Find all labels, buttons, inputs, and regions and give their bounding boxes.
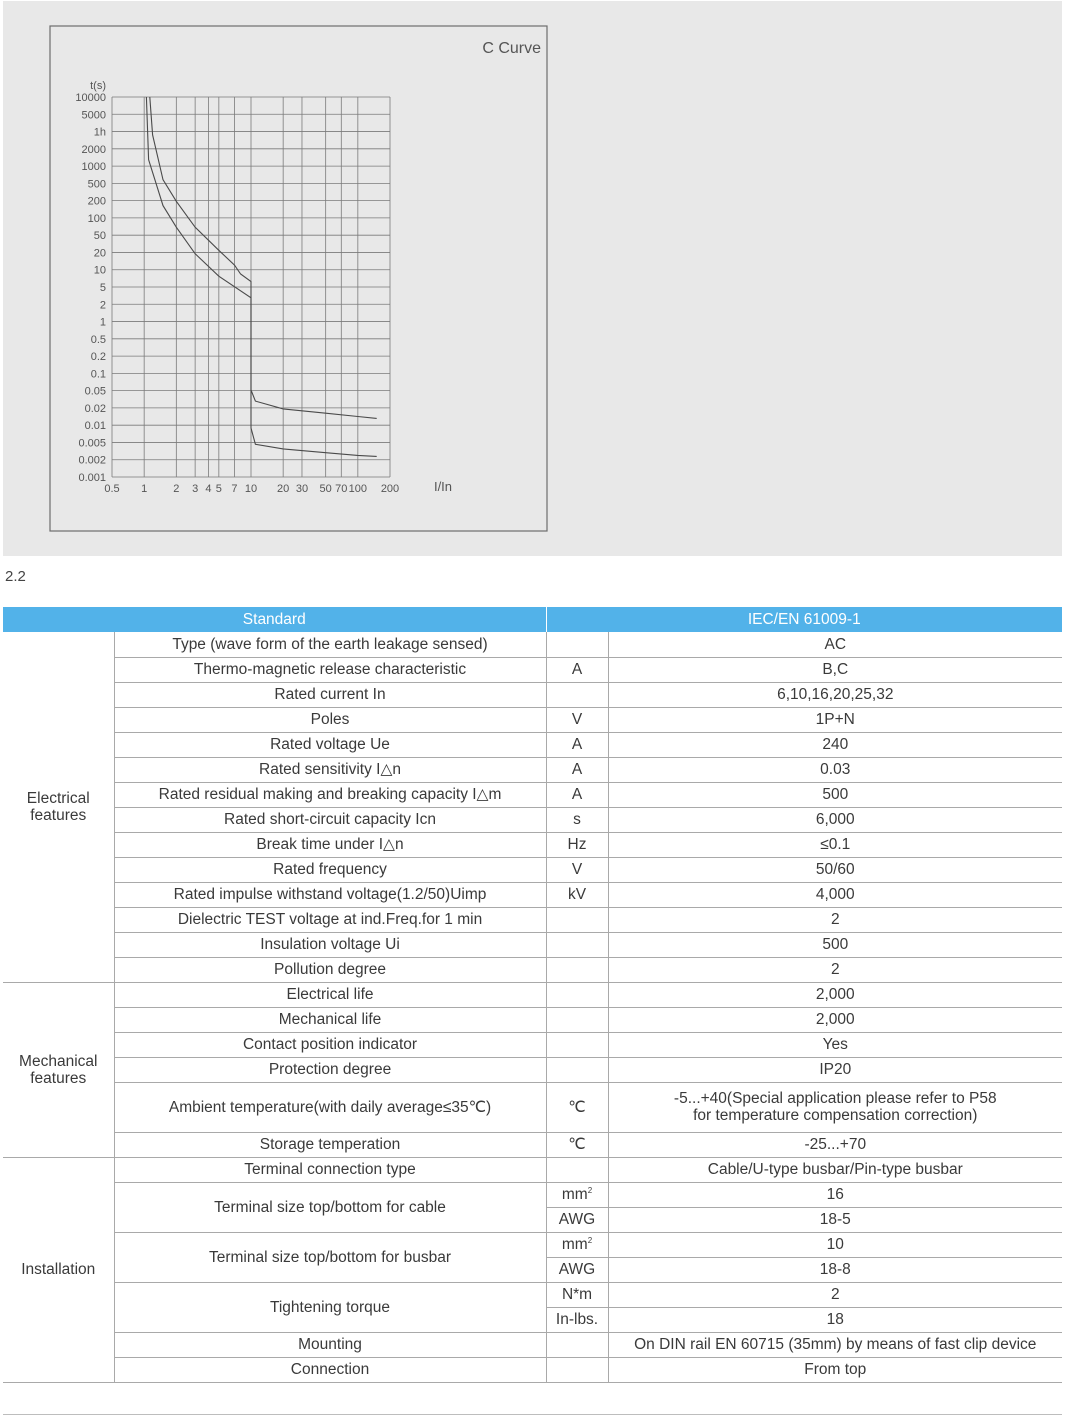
value-cell: 6,10,16,20,25,32 <box>608 682 1062 707</box>
table-row <box>3 1182 1062 1207</box>
table-row <box>3 757 1062 782</box>
x-tick-label: 70 <box>335 483 348 495</box>
table-row <box>3 832 1062 857</box>
y-tick-label: 0.2 <box>90 351 106 364</box>
x-tick-label: 20 <box>277 483 290 495</box>
parameter-cell: Terminal connection type <box>114 1157 546 1182</box>
table-row <box>3 732 1062 757</box>
value-cell: 18-8 <box>608 1257 1062 1282</box>
table-row <box>3 957 1062 982</box>
unit-cell <box>546 632 608 657</box>
y-tick-label: 1h <box>93 126 106 139</box>
parameter-cell: Rated impulse withstand voltage(1.2/50)Uimp <box>114 882 546 907</box>
x-tick-label: 5 <box>215 483 222 495</box>
trip-curve-2 <box>150 97 377 418</box>
value-line-1: -5...+40(Special application please refer to P58 <box>673 1090 997 1107</box>
y-tick-label: 50 <box>93 230 106 243</box>
parameter-cell: Contact position indicator <box>114 1032 546 1057</box>
value-cell: 4,000 <box>608 882 1062 907</box>
parameter-cell: Poles <box>114 707 546 732</box>
value-cell <box>608 1082 1062 1132</box>
value-cell: AC <box>608 632 1062 657</box>
value-cell: 16 <box>608 1182 1062 1207</box>
table-row <box>3 982 1062 1007</box>
table-row <box>3 682 1062 707</box>
parameter-cell: Thermo-magnetic release characteristic <box>114 657 546 682</box>
x-tick-label: 2 <box>173 483 180 495</box>
value-cell: 240 <box>608 732 1062 757</box>
x-tick-label: 3 <box>192 483 199 495</box>
y-tick-label: 20 <box>93 247 106 260</box>
table-row <box>3 1357 1062 1382</box>
table-row <box>3 1157 1062 1182</box>
x-tick-label: 50 <box>319 483 332 495</box>
parameter-cell: Type (wave form of the earth leakage sensed) <box>114 632 546 657</box>
value-cell: Yes <box>608 1032 1062 1057</box>
unit-cell <box>546 1232 608 1257</box>
table-row <box>3 707 1062 732</box>
table-row <box>3 857 1062 882</box>
table-row <box>3 1282 1062 1307</box>
unit-cell: Hz <box>546 832 608 857</box>
chart-title: C Curve <box>482 40 541 57</box>
unit-cell <box>546 682 608 707</box>
time-current-chart <box>3 1 1062 556</box>
value-cell: Cable/U-type busbar/Pin-type busbar <box>608 1157 1062 1182</box>
y-tick-label: 10 <box>93 264 106 277</box>
table-row <box>3 1332 1062 1357</box>
parameter-cell: Rated current In <box>114 682 546 707</box>
value-cell: 18 <box>608 1307 1062 1332</box>
parameter-cell: Rated frequency <box>114 857 546 882</box>
table-row <box>3 932 1062 957</box>
value-cell: 0.03 <box>608 757 1062 782</box>
y-tick-label: 0.5 <box>90 333 106 346</box>
value-cell: 2 <box>608 907 1062 932</box>
parameter-cell: Dielectric TEST voltage at ind.Freq.for 1 min <box>114 907 546 932</box>
unit-cell <box>546 1182 608 1207</box>
chart-panel <box>3 1 1062 556</box>
y-tick-label: 200 <box>87 195 106 208</box>
y-tick-label: 500 <box>87 178 106 191</box>
table-row <box>3 1057 1062 1082</box>
unit-text: mm <box>561 1186 588 1203</box>
unit-cell <box>546 932 608 957</box>
value-cell: -25...+70 <box>608 1132 1062 1157</box>
value-line-2: for temperature compensation correction) <box>693 1107 978 1124</box>
unit-cell: V <box>546 857 608 882</box>
y-tick-label: 1000 <box>81 161 106 174</box>
parameter-cell: Electrical life <box>114 982 546 1007</box>
table-header-row <box>3 607 1062 632</box>
unit-cell: V <box>546 707 608 732</box>
y-tick-label: 5 <box>99 282 106 294</box>
parameter-cell: Rated sensitivity I△n <box>114 757 546 782</box>
x-tick-label: 200 <box>380 483 400 495</box>
y-tick-label: 0.002 <box>78 454 106 467</box>
y-tick-label: 10000 <box>75 92 106 104</box>
value-cell: 2,000 <box>608 1007 1062 1032</box>
unit-cell <box>546 1057 608 1082</box>
x-tick-label: 100 <box>348 483 368 495</box>
specification-table <box>3 607 1062 1383</box>
unit-cell <box>546 1157 608 1182</box>
group-label: Installation <box>3 1157 114 1382</box>
unit-cell <box>546 1357 608 1382</box>
unit-cell: A <box>546 657 608 682</box>
section-number: 2.2 <box>5 568 26 585</box>
x-tick-label: 0.5 <box>104 483 120 495</box>
unit-cell: s <box>546 807 608 832</box>
y-tick-label: 2 <box>99 299 106 312</box>
unit-cell <box>546 1007 608 1032</box>
unit-cell: A <box>546 732 608 757</box>
unit-cell <box>546 1257 608 1282</box>
unit-text: AWG <box>558 1211 596 1228</box>
parameter-cell: Mechanical life <box>114 1007 546 1032</box>
value-cell: 18-5 <box>608 1207 1062 1232</box>
parameter-cell: Rated residual making and breaking capacity I△m <box>114 782 546 807</box>
parameter-cell: Break time under I△n <box>114 832 546 857</box>
unit-superscript: 2 <box>587 1185 593 1195</box>
y-tick-label: 0.02 <box>84 402 106 415</box>
parameter-cell: Rated short-circuit capacity Icn <box>114 807 546 832</box>
unit-superscript: 2 <box>587 1235 593 1245</box>
table-row <box>3 632 1062 657</box>
y-tick-label: 2000 <box>81 143 106 156</box>
parameter-cell: Tightening torque <box>114 1282 546 1332</box>
value-cell: B,C <box>608 657 1062 682</box>
parameter-cell: Mounting <box>114 1332 546 1357</box>
x-tick-label: 7 <box>231 483 238 495</box>
value-cell: 2 <box>608 957 1062 982</box>
y-tick-label: 0.05 <box>84 385 106 398</box>
table-row <box>3 657 1062 682</box>
x-axis-label: I/In <box>433 479 453 494</box>
unit-cell: ℃ <box>546 1082 608 1132</box>
header-standard-value: IEC/EN 61009-1 <box>546 607 1062 632</box>
parameter-cell: Connection <box>114 1357 546 1382</box>
unit-text: AWG <box>558 1261 596 1278</box>
group-label: Electrical features <box>3 632 114 982</box>
chart-frame <box>50 26 547 531</box>
unit-cell: kV <box>546 882 608 907</box>
parameter-cell: Protection degree <box>114 1057 546 1082</box>
unit-cell <box>546 1282 608 1307</box>
y-tick-label: 1 <box>99 316 106 329</box>
parameter-cell: Storage temperation <box>114 1132 546 1157</box>
y-tick-label: 0.01 <box>84 420 106 433</box>
unit-cell <box>546 907 608 932</box>
y-tick-label: 100 <box>87 212 106 225</box>
unit-cell <box>546 957 608 982</box>
value-cell: From top <box>608 1357 1062 1382</box>
unit-text: N*m <box>561 1286 593 1303</box>
y-tick-label: 0.005 <box>78 437 106 450</box>
x-tick-label: 4 <box>205 483 212 495</box>
table-row <box>3 882 1062 907</box>
parameter-cell: Rated voltage Ue <box>114 732 546 757</box>
value-cell: 500 <box>608 932 1062 957</box>
y-tick-label: 0.001 <box>78 472 106 484</box>
x-tick-label: 10 <box>244 483 258 495</box>
table-row <box>3 1232 1062 1257</box>
parameter-cell: Pollution degree <box>114 957 546 982</box>
x-tick-label: 30 <box>295 483 309 495</box>
parameter-cell: Insulation voltage Ui <box>114 932 546 957</box>
y-axis-label: t(s) <box>90 80 106 92</box>
table-row <box>3 1032 1062 1057</box>
table-row <box>3 907 1062 932</box>
unit-cell: A <box>546 782 608 807</box>
value-cell: 2 <box>608 1282 1062 1307</box>
value-cell: IP20 <box>608 1057 1062 1082</box>
table-row <box>3 782 1062 807</box>
value-cell: 50/60 <box>608 857 1062 882</box>
value-cell: On DIN rail EN 60715 (35mm) by means of fast clip device <box>608 1332 1062 1357</box>
bottom-divider <box>3 1414 1062 1415</box>
y-tick-label: 0.1 <box>90 368 106 381</box>
unit-text: In-lbs. <box>555 1311 599 1328</box>
parameter-cell: Ambient temperature(with daily average≤35℃) <box>114 1082 546 1132</box>
value-cell: 10 <box>608 1232 1062 1257</box>
table-row <box>3 1132 1062 1157</box>
unit-cell: ℃ <box>546 1132 608 1157</box>
parameter-cell: Terminal size top/bottom for cable <box>114 1182 546 1232</box>
header-standard-label: Standard <box>3 607 546 632</box>
value-cell: 2,000 <box>608 982 1062 1007</box>
value-cell: ≤0.1 <box>608 832 1062 857</box>
table-row <box>3 1007 1062 1032</box>
value-cell: 1P+N <box>608 707 1062 732</box>
unit-cell <box>546 1307 608 1332</box>
table-row <box>3 1082 1062 1132</box>
value-cell: 500 <box>608 782 1062 807</box>
unit-cell <box>546 1032 608 1057</box>
unit-cell <box>546 1332 608 1357</box>
unit-cell <box>546 982 608 1007</box>
group-label: Mechanical features <box>3 982 114 1157</box>
y-tick-label: 5000 <box>81 109 106 122</box>
parameter-cell: Terminal size top/bottom for busbar <box>114 1232 546 1282</box>
x-tick-label: 1 <box>141 483 148 495</box>
unit-cell <box>546 1207 608 1232</box>
value-cell: 6,000 <box>608 807 1062 832</box>
unit-cell: A <box>546 757 608 782</box>
table-row <box>3 807 1062 832</box>
unit-text: mm <box>561 1236 588 1253</box>
